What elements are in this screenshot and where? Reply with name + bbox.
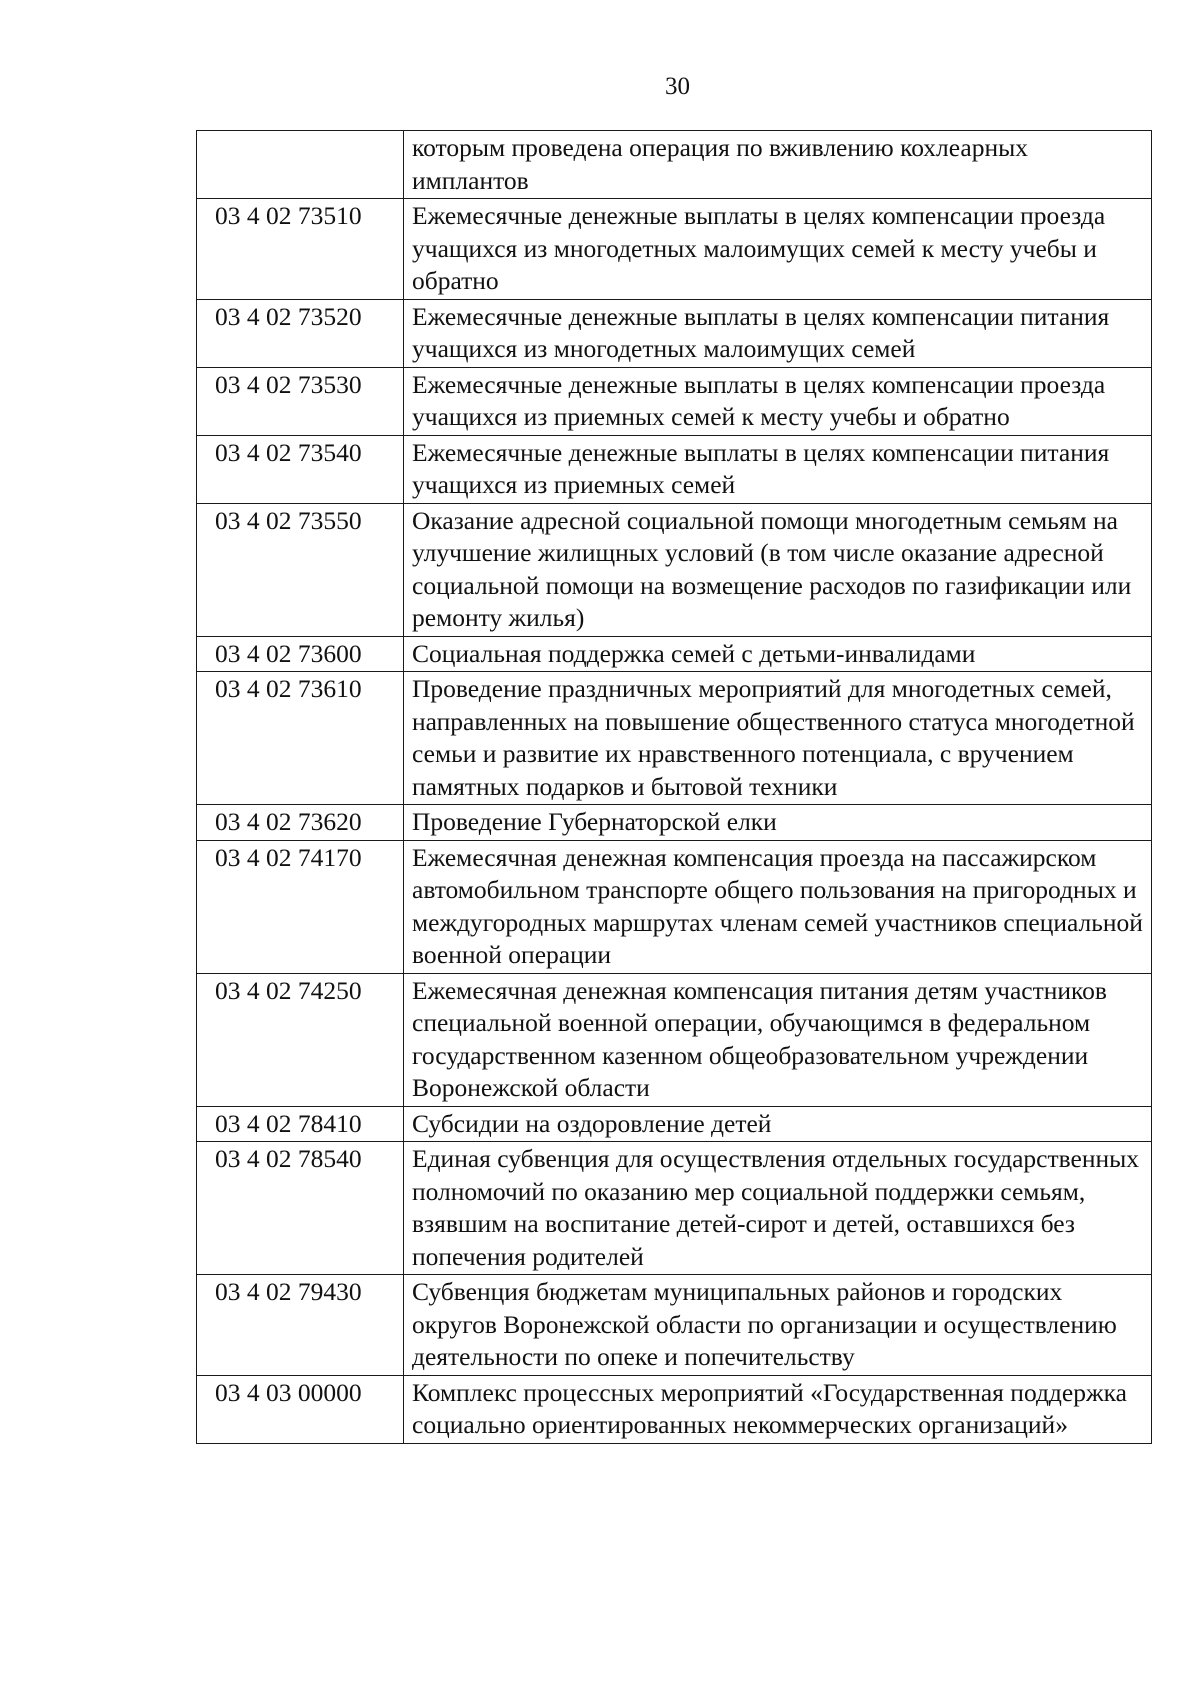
name-cell: Субсидии на оздоровление детей bbox=[404, 1106, 1152, 1142]
code-cell bbox=[197, 131, 404, 199]
code-cell: 03 4 03 00000 bbox=[197, 1375, 404, 1443]
table-row bbox=[197, 973, 1152, 1106]
table-row bbox=[197, 131, 1152, 199]
name-cell: которым проведена операция по вживлению кохлеарных имплантов bbox=[404, 131, 1152, 199]
name-cell: Единая субвенция для осуществления отдельных государственных полномочий по оказанию мер социальной поддержки семьям, взявшим на воспитание детей-сирот и детей, оставшихся без попечения родителей bbox=[404, 1142, 1152, 1275]
name-cell: Ежемесячные денежные выплаты в целях компенсации питания учащихся из приемных семей bbox=[404, 435, 1152, 503]
table-row bbox=[197, 199, 1152, 300]
name-cell: Ежемесячные денежные выплаты в целях компенсации проезда учащихся из многодетных малоимущих семей к месту учебы и обратно bbox=[404, 199, 1152, 300]
table-row bbox=[197, 636, 1152, 672]
code-cell: 03 4 02 73620 bbox=[197, 805, 404, 841]
code-cell: 03 4 02 73550 bbox=[197, 503, 404, 636]
name-cell: Комплекс процессных мероприятий «Государственная поддержка социально ориентированных некоммерческих организаций» bbox=[404, 1375, 1152, 1443]
table-row bbox=[197, 1106, 1152, 1142]
table-row bbox=[197, 1275, 1152, 1376]
table-row bbox=[197, 805, 1152, 841]
name-cell: Оказание адресной социальной помощи многодетным семьям на улучшение жилищных условий (в том числе оказание адресной социальной помощи на возмещение расходов по газификации или ремонту жилья) bbox=[404, 503, 1152, 636]
table-row bbox=[197, 840, 1152, 973]
table-row bbox=[197, 367, 1152, 435]
code-cell: 03 4 02 79430 bbox=[197, 1275, 404, 1376]
name-cell: Ежемесячная денежная компенсация проезда на пассажирском автомобильном транспорте общего пользования на пригородных и междугородных маршрутах членам семей участников специальной военной операции bbox=[404, 840, 1152, 973]
code-cell: 03 4 02 78540 bbox=[197, 1142, 404, 1275]
table-row bbox=[197, 672, 1152, 805]
page-number: 30 bbox=[665, 73, 690, 100]
name-cell: Социальная поддержка семей с детьми-инвалидами bbox=[404, 636, 1152, 672]
table-row bbox=[197, 1142, 1152, 1275]
name-cell: Ежемесячные денежные выплаты в целях компенсации проезда учащихся из приемных семей к месту учебы и обратно bbox=[404, 367, 1152, 435]
table-row bbox=[197, 503, 1152, 636]
budget-classification-table bbox=[196, 130, 1152, 1444]
code-cell: 03 4 02 73510 bbox=[197, 199, 404, 300]
table-row bbox=[197, 1375, 1152, 1443]
table-row bbox=[197, 435, 1152, 503]
code-cell: 03 4 02 73540 bbox=[197, 435, 404, 503]
name-cell: Субвенция бюджетам муниципальных районов и городских округов Воронежской области по организации и осуществлению деятельности по опеке и попечительству bbox=[404, 1275, 1152, 1376]
name-cell: Проведение Губернаторской елки bbox=[404, 805, 1152, 841]
code-cell: 03 4 02 73520 bbox=[197, 299, 404, 367]
code-cell: 03 4 02 73530 bbox=[197, 367, 404, 435]
name-cell: Ежемесячная денежная компенсация питания детям участников специальной военной операции, обучающимся в федеральном государственном казенном общеобразовательном учреждении Воронежской области bbox=[404, 973, 1152, 1106]
code-cell: 03 4 02 73600 bbox=[197, 636, 404, 672]
code-cell: 03 4 02 74250 bbox=[197, 973, 404, 1106]
table-row bbox=[197, 299, 1152, 367]
name-cell: Проведение праздничных мероприятий для многодетных семей, направленных на повышение общественного статуса многодетной семьи и развитие их нравственного потенциала, с вручением памятных подарков и бытовой техники bbox=[404, 672, 1152, 805]
name-cell: Ежемесячные денежные выплаты в целях компенсации питания учащихся из многодетных малоимущих семей bbox=[404, 299, 1152, 367]
code-cell: 03 4 02 78410 bbox=[197, 1106, 404, 1142]
code-cell: 03 4 02 74170 bbox=[197, 840, 404, 973]
code-cell: 03 4 02 73610 bbox=[197, 672, 404, 805]
